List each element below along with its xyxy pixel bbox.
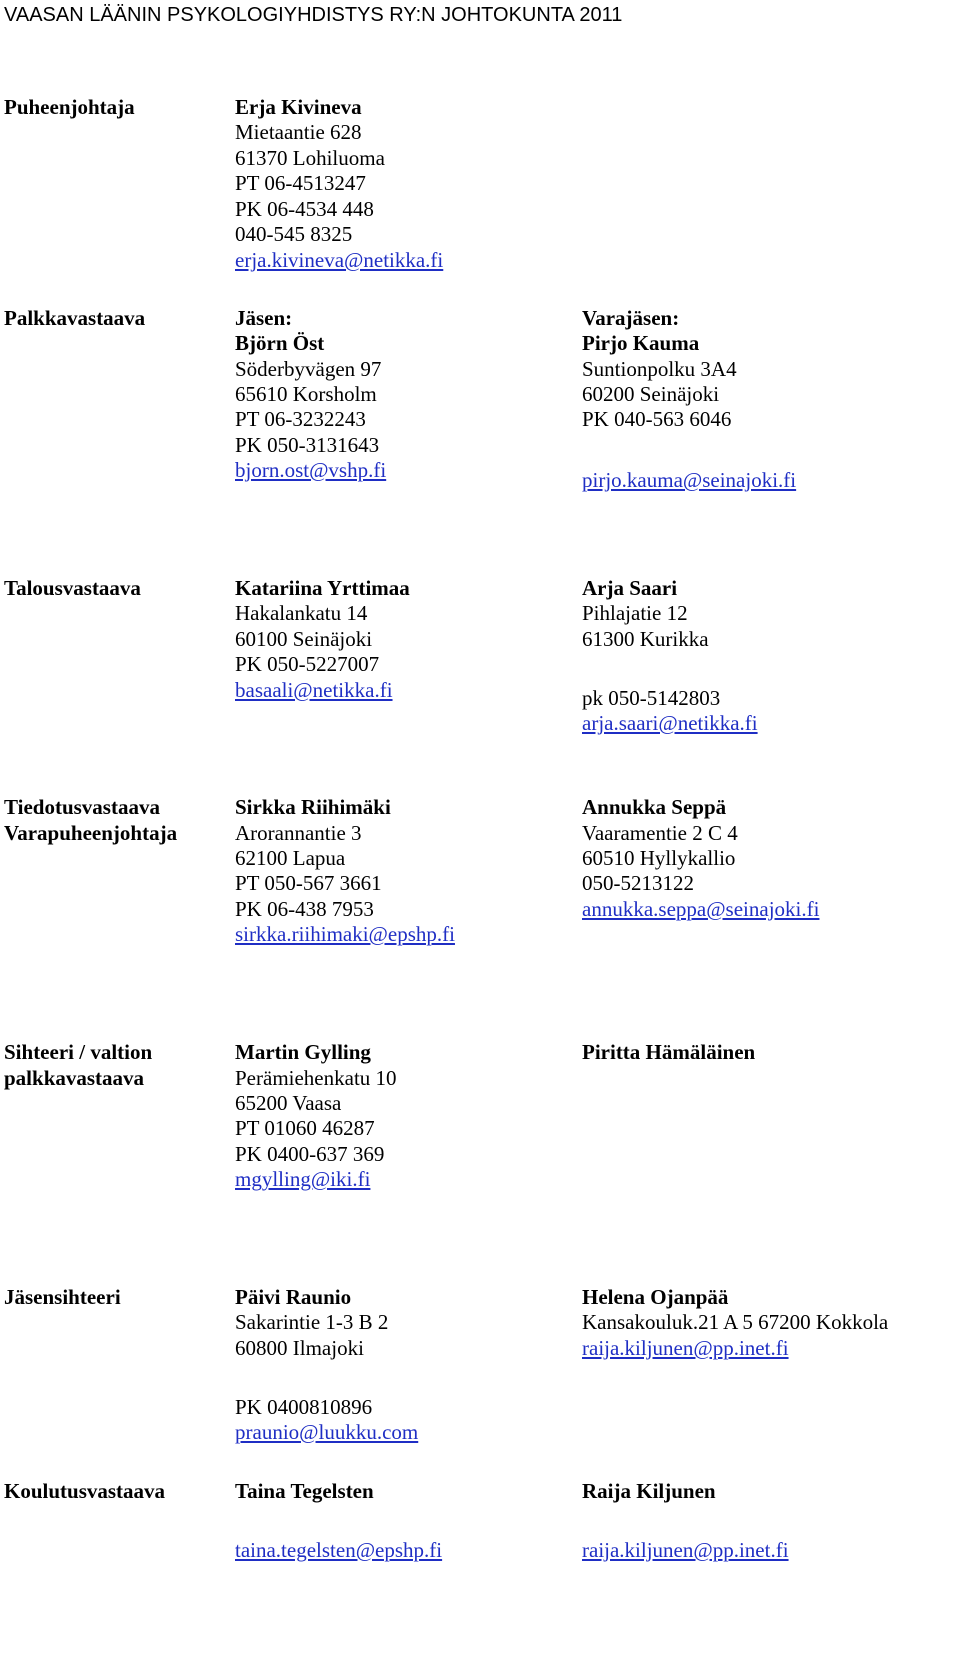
deputy-street: Pihlajatie 12 [582, 601, 688, 625]
member-email-link[interactable]: erja.kivineva@netikka.fi [235, 248, 444, 272]
deputy-email-link[interactable]: pirjo.kauma@seinajoki.fi [582, 468, 797, 492]
member-postal: 60800 Ilmajoki [235, 1336, 364, 1360]
deputy-phone: 050-5213122 [582, 871, 694, 895]
member-postal: 60100 Seinäjoki [235, 627, 373, 651]
member-street: Hakalankatu 14 [235, 601, 368, 625]
member-phone-pt: PT 050-567 3661 [235, 871, 382, 895]
role-koulutusvastaava: Koulutusvastaava [4, 1479, 166, 1503]
deputy-name: Pirjo Kauma [582, 331, 700, 355]
deputy-postal: 60200 Seinäjoki [582, 382, 720, 406]
member-name: Erja Kivineva [235, 95, 362, 119]
member-phone-pk: PK 06-4534 448 [235, 197, 374, 221]
role-jasensihteeri: Jäsensihteeri [4, 1285, 121, 1309]
member-name: Taina Tegelsten [235, 1479, 374, 1503]
deputy-name: Arja Saari [582, 576, 678, 600]
member-email-link[interactable]: bjorn.ost@vshp.fi [235, 458, 387, 482]
member-street: Mietaantie 628 [235, 120, 362, 144]
member-street: Söderbyvägen 97 [235, 357, 382, 381]
deputy-email-link[interactable]: arja.saari@netikka.fi [582, 711, 758, 735]
member-mobile: 040-545 8325 [235, 222, 353, 246]
member-street: Sakarintie 1-3 B 2 [235, 1310, 389, 1334]
deputy-street: Suntionpolku 3A4 [582, 357, 737, 381]
role-sihteeri: Sihteeri / valtion [4, 1040, 153, 1064]
role-talousvastaava: Talousvastaava [4, 576, 141, 600]
member-email-link[interactable]: basaali@netikka.fi [235, 678, 393, 702]
member-phone-pk: PK 06-438 7953 [235, 897, 374, 921]
member-email-link[interactable]: mgylling@iki.fi [235, 1167, 371, 1191]
deputy-name: Helena Ojanpää [582, 1285, 729, 1309]
deputy-postal: 61300 Kurikka [582, 627, 709, 651]
role-valtion-palkkavastaava: palkkavastaava [4, 1066, 145, 1090]
member-label: Jäsen: [235, 306, 293, 330]
member-phone-pk: PK 0400-637 369 [235, 1142, 385, 1166]
member-name: Katariina Yrttimaa [235, 576, 410, 600]
member-email-link[interactable]: sirkka.riihimaki@epshp.fi [235, 922, 455, 946]
member-name: Martin Gylling [235, 1040, 371, 1064]
member-email-link[interactable]: praunio@luukku.com [235, 1420, 419, 1444]
role-puheenjohtaja: Puheenjohtaja [4, 95, 135, 119]
role-palkkavastaava: Palkkavastaava [4, 306, 146, 330]
deputy-phone-pk: pk 050-5142803 [582, 686, 721, 710]
member-name: Päivi Raunio [235, 1285, 352, 1309]
member-phone-pt: PT 01060 46287 [235, 1116, 375, 1140]
member-email-link[interactable]: taina.tegelsten@epshp.fi [235, 1538, 443, 1562]
deputy-name: Piritta Hämäläinen [582, 1040, 756, 1064]
member-postal: 65200 Vaasa [235, 1091, 342, 1115]
deputy-email-link[interactable]: raija.kiljunen@pp.inet.fi [582, 1336, 789, 1360]
member-phone-pk: PK 0400810896 [235, 1395, 373, 1419]
role-tiedotusvastaava: Tiedotusvastaava [4, 795, 160, 819]
deputy-name: Raija Kiljunen [582, 1479, 716, 1503]
member-phone-pk: PK 050-5227007 [235, 652, 380, 676]
member-postal: 62100 Lapua [235, 846, 346, 870]
deputy-address: Kansakouluk.21 A 5 67200 Kokkola [582, 1310, 889, 1334]
deputy-email-link[interactable]: raija.kiljunen@pp.inet.fi [582, 1538, 789, 1562]
member-phone-pt: PT 06-4513247 [235, 171, 366, 195]
member-phone-pk: PK 050-3131643 [235, 433, 380, 457]
deputy-name: Annukka Seppä [582, 795, 727, 819]
deputy-postal: 60510 Hyllykallio [582, 846, 736, 870]
deputy-email-link[interactable]: annukka.seppa@seinajoki.fi [582, 897, 820, 921]
deputy-label: Varajäsen: [582, 306, 680, 330]
member-phone-pt: PT 06-3232243 [235, 407, 366, 431]
role-varapuheenjohtaja: Varapuheenjohtaja [4, 821, 178, 845]
document-title: VAASAN LÄÄNIN PSYKOLOGIYHDISTYS RY:N JOHTOKUNTA 2011 [4, 4, 623, 26]
member-name: Björn Öst [235, 331, 325, 355]
deputy-street: Vaaramentie 2 C 4 [582, 821, 738, 845]
member-postal: 65610 Korsholm [235, 382, 377, 406]
member-street: Perämiehenkatu 10 [235, 1066, 397, 1090]
member-name: Sirkka Riihimäki [235, 795, 391, 819]
deputy-phone-pk: PK 040-563 6046 [582, 407, 732, 431]
member-street: Arorannantie 3 [235, 821, 362, 845]
member-postal: 61370 Lohiluoma [235, 146, 385, 170]
